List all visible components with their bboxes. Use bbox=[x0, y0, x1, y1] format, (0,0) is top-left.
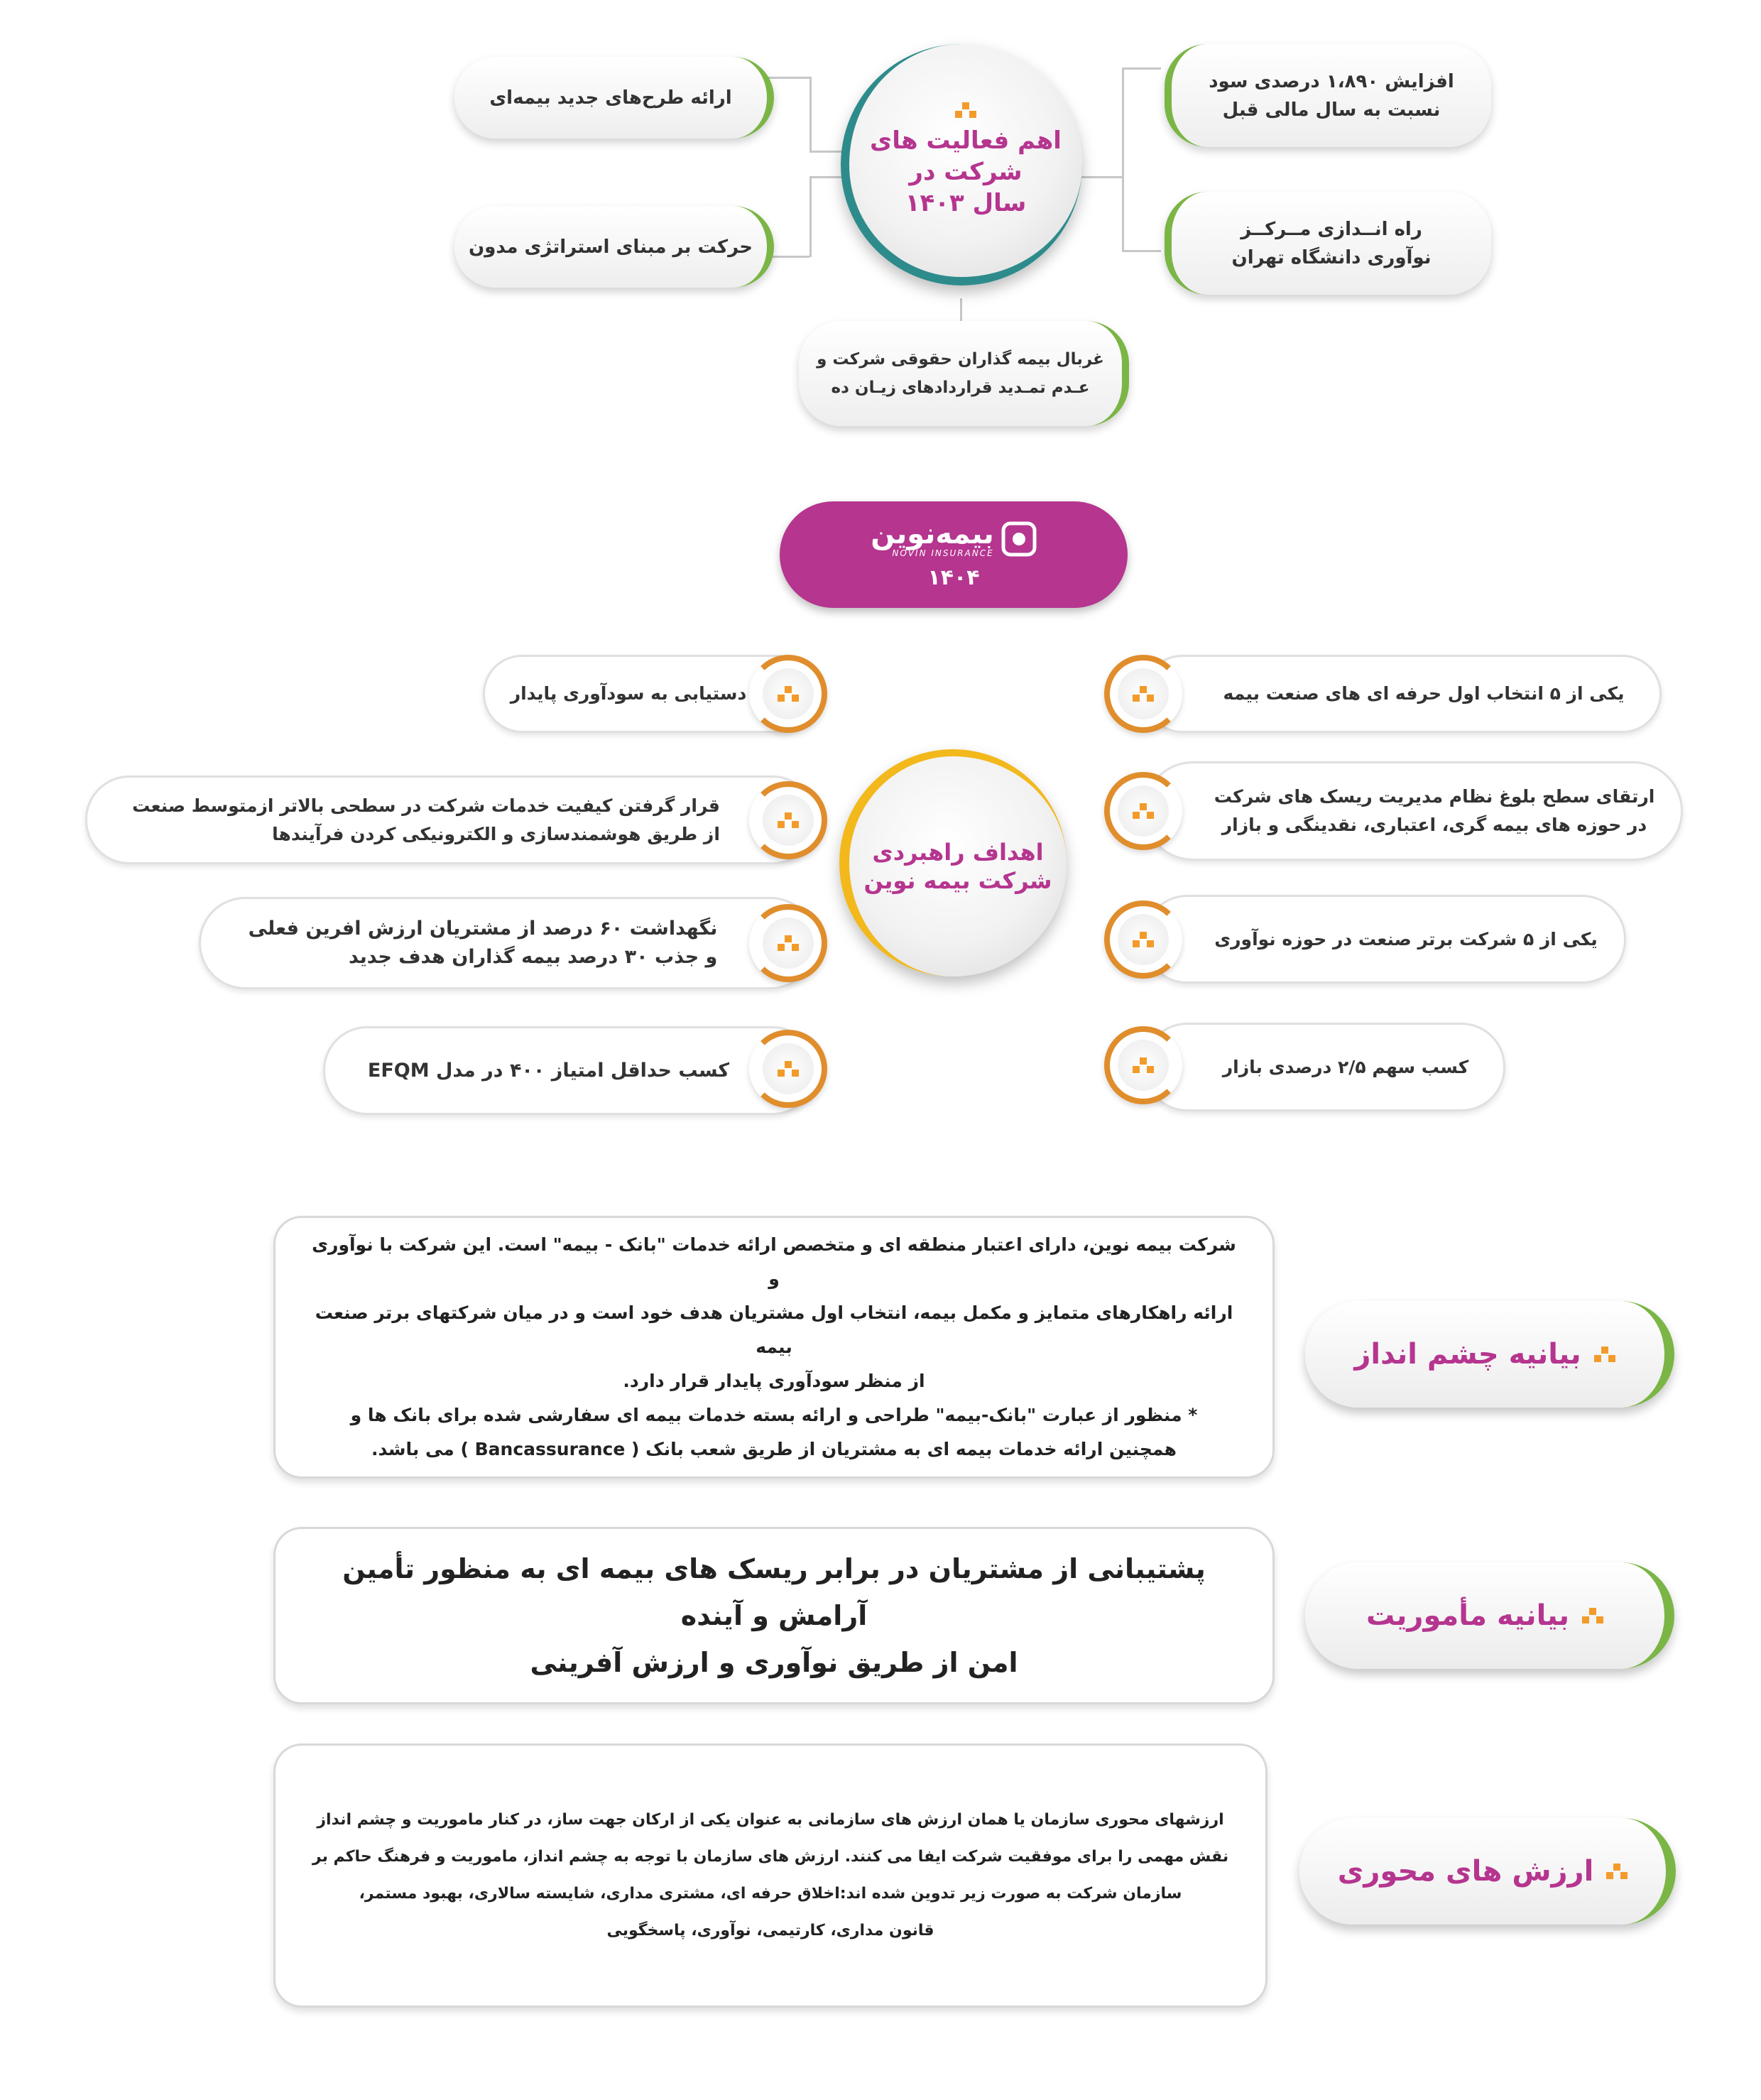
orange-dots-icon bbox=[778, 686, 799, 702]
brand-logo-icon bbox=[1001, 521, 1037, 557]
orange-dots-icon bbox=[955, 102, 976, 118]
orange-dots-icon bbox=[1133, 803, 1154, 819]
orange-dots-icon bbox=[1582, 1608, 1603, 1623]
goals-title: اهداف راهبردی شرکت بیمه نوین bbox=[863, 839, 1052, 894]
activity-pill bbox=[799, 321, 1129, 426]
activity-pill bbox=[1165, 44, 1491, 147]
orange-dots-icon bbox=[1133, 1057, 1154, 1073]
values-label: ارزش های محوری bbox=[1337, 1855, 1594, 1888]
goal-pill bbox=[1143, 1023, 1505, 1111]
goal-icon bbox=[749, 904, 827, 982]
orange-dots-icon bbox=[778, 812, 799, 828]
activity-pill bbox=[454, 206, 774, 288]
orange-dots-icon bbox=[778, 1061, 799, 1077]
goal-text: ارتقای سطح بلوغ نظام مدیریت ریسک های شرکت در حوزه های بیمه گری، اعتباری، نقدینگی و بازار bbox=[1214, 786, 1655, 835]
goal-text: یکی از ۵ انتخاب اول حرفه ای های صنعت بیمه bbox=[1223, 683, 1625, 704]
orange-dots-icon bbox=[778, 935, 799, 951]
brand-logo-fa: بیمه‌نوین bbox=[871, 517, 994, 550]
goal-icon bbox=[1104, 901, 1182, 979]
mission-label-pill bbox=[1305, 1562, 1674, 1669]
goal-icon bbox=[1104, 772, 1182, 850]
orange-dots-icon bbox=[1606, 1864, 1628, 1879]
connector-line bbox=[767, 256, 809, 258]
goal-text: نگهداشت ۶۰ درصد از مشتریان ارزش افرین فعلی و جذب ۳۰ درصد بیمه گذاران هدف جدید bbox=[248, 918, 718, 968]
orange-dots-icon bbox=[1594, 1346, 1615, 1362]
activity-text: ارائه طرح‌های جدید بیمه‌ای bbox=[489, 87, 732, 109]
goal-pill bbox=[1143, 761, 1683, 861]
activity-text: حرکت بر مبنای استراتژی مدون bbox=[468, 236, 753, 258]
goal-icon bbox=[1104, 655, 1182, 733]
connector-line bbox=[1122, 250, 1161, 252]
vision-text: شرکت بیمه نوین، دارای اعتبار منطقه ای و متخصص ارائه خدمات "بانک - بیمه" است. این شرکت با نوآوری و ارائه راهکارهای متمایز و مکمل بیمه، انتخاب اول مشتریان هدف خود است و در میان شرکتهای برتر صنعت بیمه از منظر سودآوری پایدار قرار دارد. * منظور از عبارت "بانک-بیمه" طراحی و ارائه بسته خدمات بیمه ای سفارشی شده برای بانک ها و همچنین ارائه خدمات بیمه ای به مشتریان از طریق شعب بانک ( Bancassurance ) می باشد. bbox=[312, 1234, 1236, 1459]
goal-pill bbox=[1143, 655, 1662, 733]
orange-dots-icon bbox=[1133, 932, 1154, 947]
goal-text: کسب سهم ۲/۵ درصدی بازار bbox=[1222, 1056, 1469, 1077]
values-label-pill bbox=[1299, 1818, 1676, 1925]
goal-pill bbox=[85, 776, 817, 864]
brand-pill bbox=[780, 501, 1128, 608]
activity-text: راه انــدازی مــرکــز نوآوری دانشگاه تهران bbox=[1231, 218, 1432, 268]
goal-text: یکی از ۵ شرکت برتر صنعت در حوزه نوآوری bbox=[1214, 928, 1598, 950]
goal-pill bbox=[323, 1026, 817, 1115]
activity-text: افزایش ۱،۸۹۰ درصدی سود نسبت به سال مالی قبل bbox=[1209, 70, 1454, 121]
mission-box bbox=[273, 1527, 1275, 1704]
mission-label: بیانیه مأموریت bbox=[1366, 1599, 1569, 1632]
goal-pill bbox=[199, 897, 817, 989]
connector-line bbox=[1122, 67, 1124, 178]
goal-pill bbox=[1143, 895, 1626, 984]
connector-line bbox=[767, 77, 809, 79]
orange-dots-icon bbox=[1133, 686, 1154, 702]
goal-text: دستیابی به سودآوری پایدار bbox=[510, 683, 747, 704]
goals-center-circle bbox=[839, 749, 1067, 976]
goal-text: قرار گرفتن کیفیت خدمات شرکت در سطحی بالاتر ازمتوسط صنعت از طریق هوشمندسازی و الکترونیکی کردن فرآیندها bbox=[132, 795, 720, 844]
activity-text: غربال بیمه گذاران حقوقی شرکت و عـدم تمـدید قراردادهای زیـان ده bbox=[817, 350, 1104, 397]
mission-text: پشتیبانی از مشتریان در برابر ریسک های بیمه ای به منظور تأمین آرامش و آینده امن از طریق نوآوری و ارزش آفرینی bbox=[342, 1553, 1206, 1678]
values-box bbox=[273, 1743, 1267, 2008]
activities-center-circle bbox=[841, 44, 1082, 285]
connector-line bbox=[809, 176, 812, 257]
vision-box bbox=[273, 1216, 1275, 1479]
values-text: ارزشهای محوری سازمان یا همان ارزش های سازمانی به عنوان یکی از ارکان جهت ساز، در کنار ماموریت و چشم انداز نقش مهمی را برای موفقیت شرکت ایفا می کنند. ارزش های سازمان با توجه به چشم انداز، ماموریت و فرهنگ حاکم بر سازمان شرکت به صورت زیر تدوین شده اند:اخلاق حرفه ای، مشتری مداری، شایسته سالاری، بهبود مستمر، قانون مداری، کارتیمی، نوآوری، پاسخگویی bbox=[312, 1811, 1229, 1939]
goal-icon bbox=[749, 1030, 827, 1108]
goal-icon bbox=[1104, 1026, 1182, 1104]
vision-label: بیانیه چشم انداز bbox=[1354, 1338, 1581, 1371]
goal-icon bbox=[749, 781, 827, 859]
connector-line bbox=[1122, 67, 1161, 70]
connector-line bbox=[809, 77, 812, 151]
brand-year: ۱۴۰۴ bbox=[927, 565, 980, 590]
goal-text: کسب حداقل امتیاز ۴۰۰ در مدل EFQM bbox=[367, 1059, 730, 1082]
vision-label-pill bbox=[1305, 1301, 1674, 1408]
activity-pill bbox=[1165, 192, 1491, 295]
brand-logo bbox=[871, 517, 1037, 558]
brand-logo-en: NOVIN INSURANCE bbox=[892, 548, 994, 558]
activities-title: اهم فعالیت های شرکت در سال ۱۴۰۳ bbox=[870, 126, 1062, 217]
connector-line bbox=[1122, 178, 1124, 252]
activity-pill bbox=[454, 57, 774, 138]
goal-icon bbox=[749, 655, 827, 733]
